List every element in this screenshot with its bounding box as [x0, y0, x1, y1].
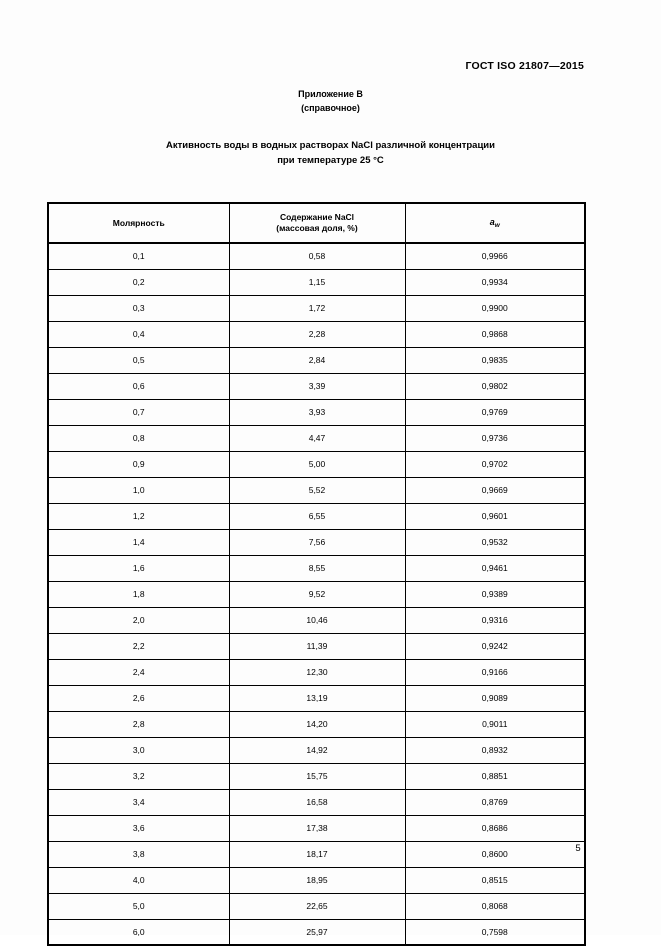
cell-molarity: 3,6	[48, 815, 229, 841]
table-row	[48, 685, 585, 711]
cell-molarity: 1,2	[48, 503, 229, 529]
table-body	[48, 243, 585, 945]
cell-nacl-percent: 7,56	[229, 529, 405, 555]
cell-nacl-percent: 10,46	[229, 607, 405, 633]
cell-water-activity: 0,8769	[405, 789, 585, 815]
cell-water-activity: 0,9389	[405, 581, 585, 607]
cell-water-activity: 0,8600	[405, 841, 585, 867]
table-row	[48, 243, 585, 269]
cell-nacl-percent: 6,55	[229, 503, 405, 529]
cell-nacl-percent: 4,47	[229, 425, 405, 451]
water-activity-table-wrapper	[47, 202, 584, 946]
standard-header: ГОСТ ISO 21807—2015	[465, 60, 584, 72]
column-header-molarity: Молярность	[48, 203, 229, 243]
cell-nacl-percent: 1,72	[229, 295, 405, 321]
table-row	[48, 633, 585, 659]
table-row	[48, 763, 585, 789]
cell-water-activity: 0,9966	[405, 243, 585, 269]
cell-molarity: 6,0	[48, 919, 229, 945]
cell-water-activity: 0,9011	[405, 711, 585, 737]
table-row	[48, 555, 585, 581]
cell-molarity: 0,9	[48, 451, 229, 477]
table-row	[48, 321, 585, 347]
page-title-line-1: Активность воды в водных растворах NaCl различной концентрации	[166, 140, 495, 151]
table-row	[48, 581, 585, 607]
cell-nacl-percent: 12,30	[229, 659, 405, 685]
table-row	[48, 919, 585, 945]
cell-water-activity: 0,9669	[405, 477, 585, 503]
cell-nacl-percent: 11,39	[229, 633, 405, 659]
table-row	[48, 347, 585, 373]
cell-water-activity: 0,9601	[405, 503, 585, 529]
cell-molarity: 1,8	[48, 581, 229, 607]
column-header-nacl-content	[229, 203, 405, 243]
table-row	[48, 659, 585, 685]
cell-molarity: 0,7	[48, 399, 229, 425]
cell-water-activity: 0,9934	[405, 269, 585, 295]
cell-molarity: 2,8	[48, 711, 229, 737]
cell-molarity: 0,3	[48, 295, 229, 321]
cell-water-activity: 0,9736	[405, 425, 585, 451]
cell-water-activity: 0,9166	[405, 659, 585, 685]
cell-molarity: 3,4	[48, 789, 229, 815]
table-row	[48, 737, 585, 763]
cell-molarity: 0,6	[48, 373, 229, 399]
cell-molarity: 1,0	[48, 477, 229, 503]
table-row	[48, 789, 585, 815]
annex-heading	[0, 88, 661, 115]
annex-label: Приложение В	[298, 89, 363, 99]
cell-nacl-percent: 14,20	[229, 711, 405, 737]
cell-water-activity: 0,8515	[405, 867, 585, 893]
table-row	[48, 711, 585, 737]
cell-nacl-percent: 8,55	[229, 555, 405, 581]
cell-nacl-percent: 1,15	[229, 269, 405, 295]
cell-molarity: 2,6	[48, 685, 229, 711]
column-header-nacl-content-line-2: (массовая доля, %)	[276, 223, 358, 233]
cell-nacl-percent: 3,93	[229, 399, 405, 425]
cell-water-activity: 0,9316	[405, 607, 585, 633]
column-header-nacl-content-line-1: Содержание NaCl	[279, 212, 355, 222]
cell-nacl-percent: 0,58	[229, 243, 405, 269]
cell-nacl-percent: 16,58	[229, 789, 405, 815]
page-number: 5	[575, 843, 581, 854]
table-row	[48, 295, 585, 321]
cell-nacl-percent: 25,97	[229, 919, 405, 945]
cell-nacl-percent: 9,52	[229, 581, 405, 607]
table-row	[48, 425, 585, 451]
column-header-water-activity	[405, 203, 585, 243]
table-header	[48, 203, 585, 243]
cell-water-activity: 0,9242	[405, 633, 585, 659]
cell-nacl-percent: 3,39	[229, 373, 405, 399]
cell-nacl-percent: 22,65	[229, 893, 405, 919]
cell-nacl-percent: 2,28	[229, 321, 405, 347]
table-row	[48, 815, 585, 841]
table-row	[48, 841, 585, 867]
cell-molarity: 3,8	[48, 841, 229, 867]
page-title-line-2: при температуре 25 °C	[277, 154, 384, 166]
cell-water-activity: 0,9900	[405, 295, 585, 321]
cell-nacl-percent: 18,17	[229, 841, 405, 867]
table-row	[48, 893, 585, 919]
table-row	[48, 503, 585, 529]
cell-nacl-percent: 17,38	[229, 815, 405, 841]
cell-water-activity: 0,9702	[405, 451, 585, 477]
cell-molarity: 2,4	[48, 659, 229, 685]
cell-nacl-percent: 15,75	[229, 763, 405, 789]
table-row	[48, 269, 585, 295]
water-activity-symbol-subscript: w	[494, 222, 500, 229]
cell-molarity: 4,0	[48, 867, 229, 893]
cell-nacl-percent: 5,52	[229, 477, 405, 503]
table-row	[48, 399, 585, 425]
cell-molarity: 0,4	[48, 321, 229, 347]
cell-water-activity: 0,9532	[405, 529, 585, 555]
cell-molarity: 2,2	[48, 633, 229, 659]
cell-water-activity: 0,8932	[405, 737, 585, 763]
cell-nacl-percent: 18,95	[229, 867, 405, 893]
cell-molarity: 1,4	[48, 529, 229, 555]
annex-type: (справочное)	[301, 102, 360, 113]
water-activity-symbol	[490, 217, 500, 227]
cell-molarity: 0,8	[48, 425, 229, 451]
cell-nacl-percent: 14,92	[229, 737, 405, 763]
water-activity-symbol-base: a	[489, 217, 495, 227]
table-row	[48, 529, 585, 555]
cell-water-activity: 0,9089	[405, 685, 585, 711]
cell-water-activity: 0,9835	[405, 347, 585, 373]
cell-water-activity: 0,7598	[405, 919, 585, 945]
page-title	[0, 139, 661, 168]
cell-molarity: 3,0	[48, 737, 229, 763]
table-header-row	[48, 203, 585, 243]
cell-nacl-percent: 2,84	[229, 347, 405, 373]
table-row	[48, 451, 585, 477]
cell-nacl-percent: 13,19	[229, 685, 405, 711]
cell-molarity: 0,1	[48, 243, 229, 269]
cell-water-activity: 0,8068	[405, 893, 585, 919]
cell-molarity: 0,5	[48, 347, 229, 373]
cell-molarity: 3,2	[48, 763, 229, 789]
cell-water-activity: 0,9461	[405, 555, 585, 581]
cell-water-activity: 0,8851	[405, 763, 585, 789]
cell-water-activity: 0,9868	[405, 321, 585, 347]
table-row	[48, 607, 585, 633]
table-row	[48, 477, 585, 503]
cell-molarity: 5,0	[48, 893, 229, 919]
table-row	[48, 867, 585, 893]
cell-molarity: 1,6	[48, 555, 229, 581]
cell-water-activity: 0,9769	[405, 399, 585, 425]
cell-molarity: 0,2	[48, 269, 229, 295]
table-row	[48, 373, 585, 399]
cell-molarity: 2,0	[48, 607, 229, 633]
cell-nacl-percent: 5,00	[229, 451, 405, 477]
cell-water-activity: 0,8686	[405, 815, 585, 841]
water-activity-table	[47, 202, 586, 946]
cell-water-activity: 0,9802	[405, 373, 585, 399]
